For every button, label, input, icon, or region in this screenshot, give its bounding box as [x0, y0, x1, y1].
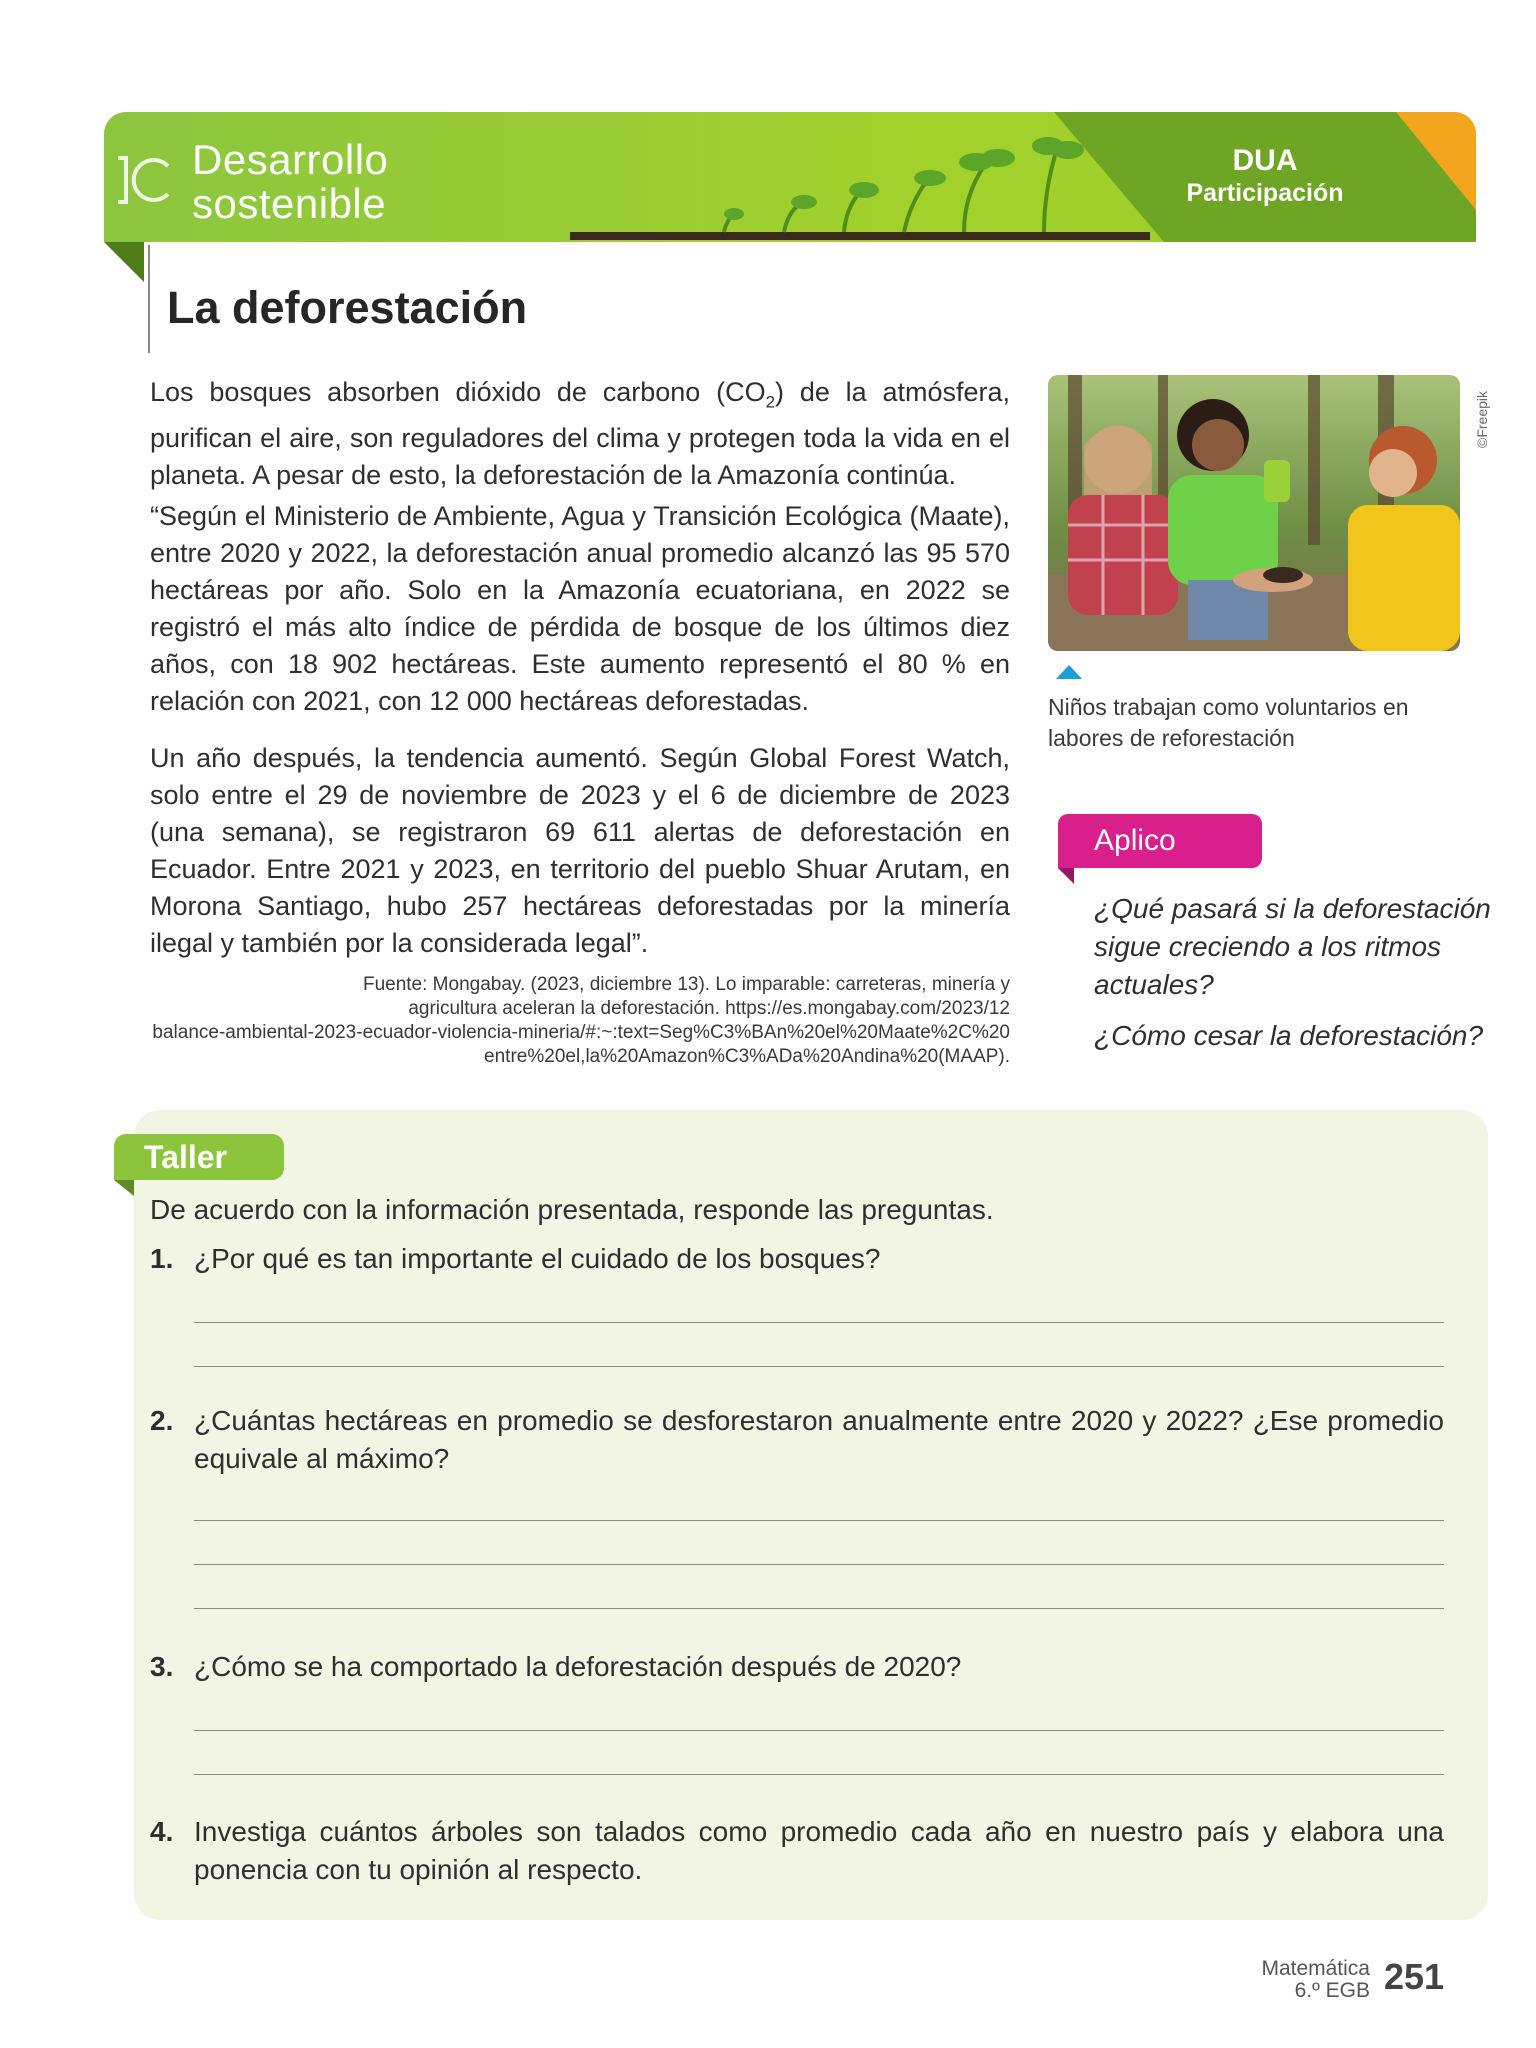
dua-subtitle: Participación — [1186, 179, 1344, 207]
paragraph-intro-part2: ) de la atmósfera, purifican el aire, son reguladores del clima y protegen toda la vida en el planeta. A pesar de esto, la deforestación de la Amazonía continúa. — [150, 377, 1010, 491]
aplico-label: Aplico — [1058, 814, 1262, 868]
taller-intro: De acuerdo con la información presentada, responde las preguntas. — [150, 1194, 994, 1225]
question-item — [150, 1813, 1444, 1889]
question-text: ¿Cuántas hectáreas en promedio se desforestaron anualmente entre 2020 y 2022? ¿Ese promedio equivale al máximo? — [194, 1405, 1444, 1474]
question-item — [150, 1402, 1444, 1478]
answer-line[interactable] — [194, 1366, 1444, 1367]
aplico-question-1: ¿Qué pasará si la deforestación sigue creciendo a los ritmos actuales? — [1094, 893, 1491, 1000]
question-number: 2. — [150, 1405, 174, 1436]
answer-line[interactable] — [194, 1520, 1444, 1521]
source-line[interactable]: agricultura aceleran la deforestación. https://es.mongabay.com/2023/12 — [408, 998, 1010, 1019]
photo-credit: ©Freepik — [1474, 391, 1490, 448]
children-reforestation-photo — [1048, 375, 1460, 651]
paragraph-maate: “Según el Ministerio de Ambiente, Agua y Transición Ecológica (Maate), entre 2020 y 2022, la deforestación anual promedio alcanzó las 95 570 hectáreas por año. Solo en la Amazonía ecuatoriana, en 2022 se registró el más alto índice de pérdida de bosque de los últimos diez años, con 18 902 hectáreas. Este aumento representó el 80 % en relación con 2021, con 12 000 hectáreas deforestadas. — [150, 501, 1010, 716]
banner-fold — [104, 242, 144, 282]
caption-triangle-icon — [1056, 665, 1082, 679]
footer-subject: Matemática — [1261, 1957, 1370, 1980]
banner-title-line1: Desarrollo — [192, 136, 389, 183]
footer-grade: 6.º EGB — [1294, 1979, 1370, 2002]
co2-subscript: 2 — [765, 392, 776, 412]
source-line: Fuente: Mongabay. (2023, diciembre 13). Lo imparable: carreteras, minería y — [362, 974, 1010, 995]
answer-line[interactable] — [194, 1564, 1444, 1565]
paragraph-intro-part1: Los bosques absorben dióxido de carbono (CO — [150, 377, 766, 407]
page-title: La deforestación — [167, 282, 528, 333]
aplico-question-2: ¿Cómo cesar la deforestación? — [1094, 1020, 1484, 1051]
taller-fold — [114, 1180, 134, 1196]
answer-line[interactable] — [194, 1774, 1444, 1775]
page-number: 251 — [1384, 1956, 1445, 1997]
banner-title — [192, 138, 388, 226]
dua-badge — [1160, 144, 1370, 208]
question-item — [150, 1240, 1444, 1278]
question-text: ¿Por qué es tan importante el cuidado de los bosques? — [194, 1243, 881, 1274]
taller-label: Taller — [114, 1134, 284, 1180]
banner-title-line2: sostenible — [192, 180, 387, 227]
title-rule — [148, 245, 150, 353]
source-line[interactable]: balance-ambiental-2023-ecuador-violencia-mineria/#:~:text=Seg%C3%BAn%20el%20Maate%2C%20 — [152, 1022, 1010, 1043]
paragraph-intro — [150, 374, 1010, 494]
question-text: ¿Cómo se ha comportado la deforestación después de 2020? — [194, 1651, 962, 1682]
question-number: 1. — [150, 1243, 174, 1274]
aplico-fold — [1058, 868, 1074, 884]
answer-line[interactable] — [194, 1322, 1444, 1323]
question-number: 3. — [150, 1651, 174, 1682]
photo-caption: Niños trabajan como voluntarios en labores de reforestación — [1048, 694, 1409, 751]
taller-panel — [134, 1110, 1488, 1920]
source-citation — [150, 973, 1010, 1069]
answer-line[interactable] — [194, 1730, 1444, 1731]
question-number: 4. — [150, 1816, 174, 1847]
answer-line[interactable] — [194, 1608, 1444, 1609]
question-item — [150, 1648, 1444, 1686]
paragraph-trend: Un año después, la tendencia aumentó. Según Global Forest Watch, solo entre el 29 de noviembre de 2023 y el 6 de diciembre de 2023 (una semana), se registraron 69 611 alertas de deforestación en Ecuador. Entre 2021 y 2023, en territorio del pueblo Shuar Arutam, en Morona Santiago, hubo 257 hectáreas deforestadas por la minería ilegal y también por la considerada legal”. — [150, 743, 1010, 958]
dua-label: DUA — [1232, 144, 1298, 177]
ic-logo-icon — [112, 148, 176, 212]
source-line[interactable]: entre%20el,la%20Amazon%C3%ADa%20Andina%20(MAAP). — [484, 1046, 1010, 1067]
question-text: Investiga cuántos árboles son talados como promedio cada año en nuestro país y elabora una ponencia con tu opinión al respecto. — [194, 1816, 1444, 1885]
